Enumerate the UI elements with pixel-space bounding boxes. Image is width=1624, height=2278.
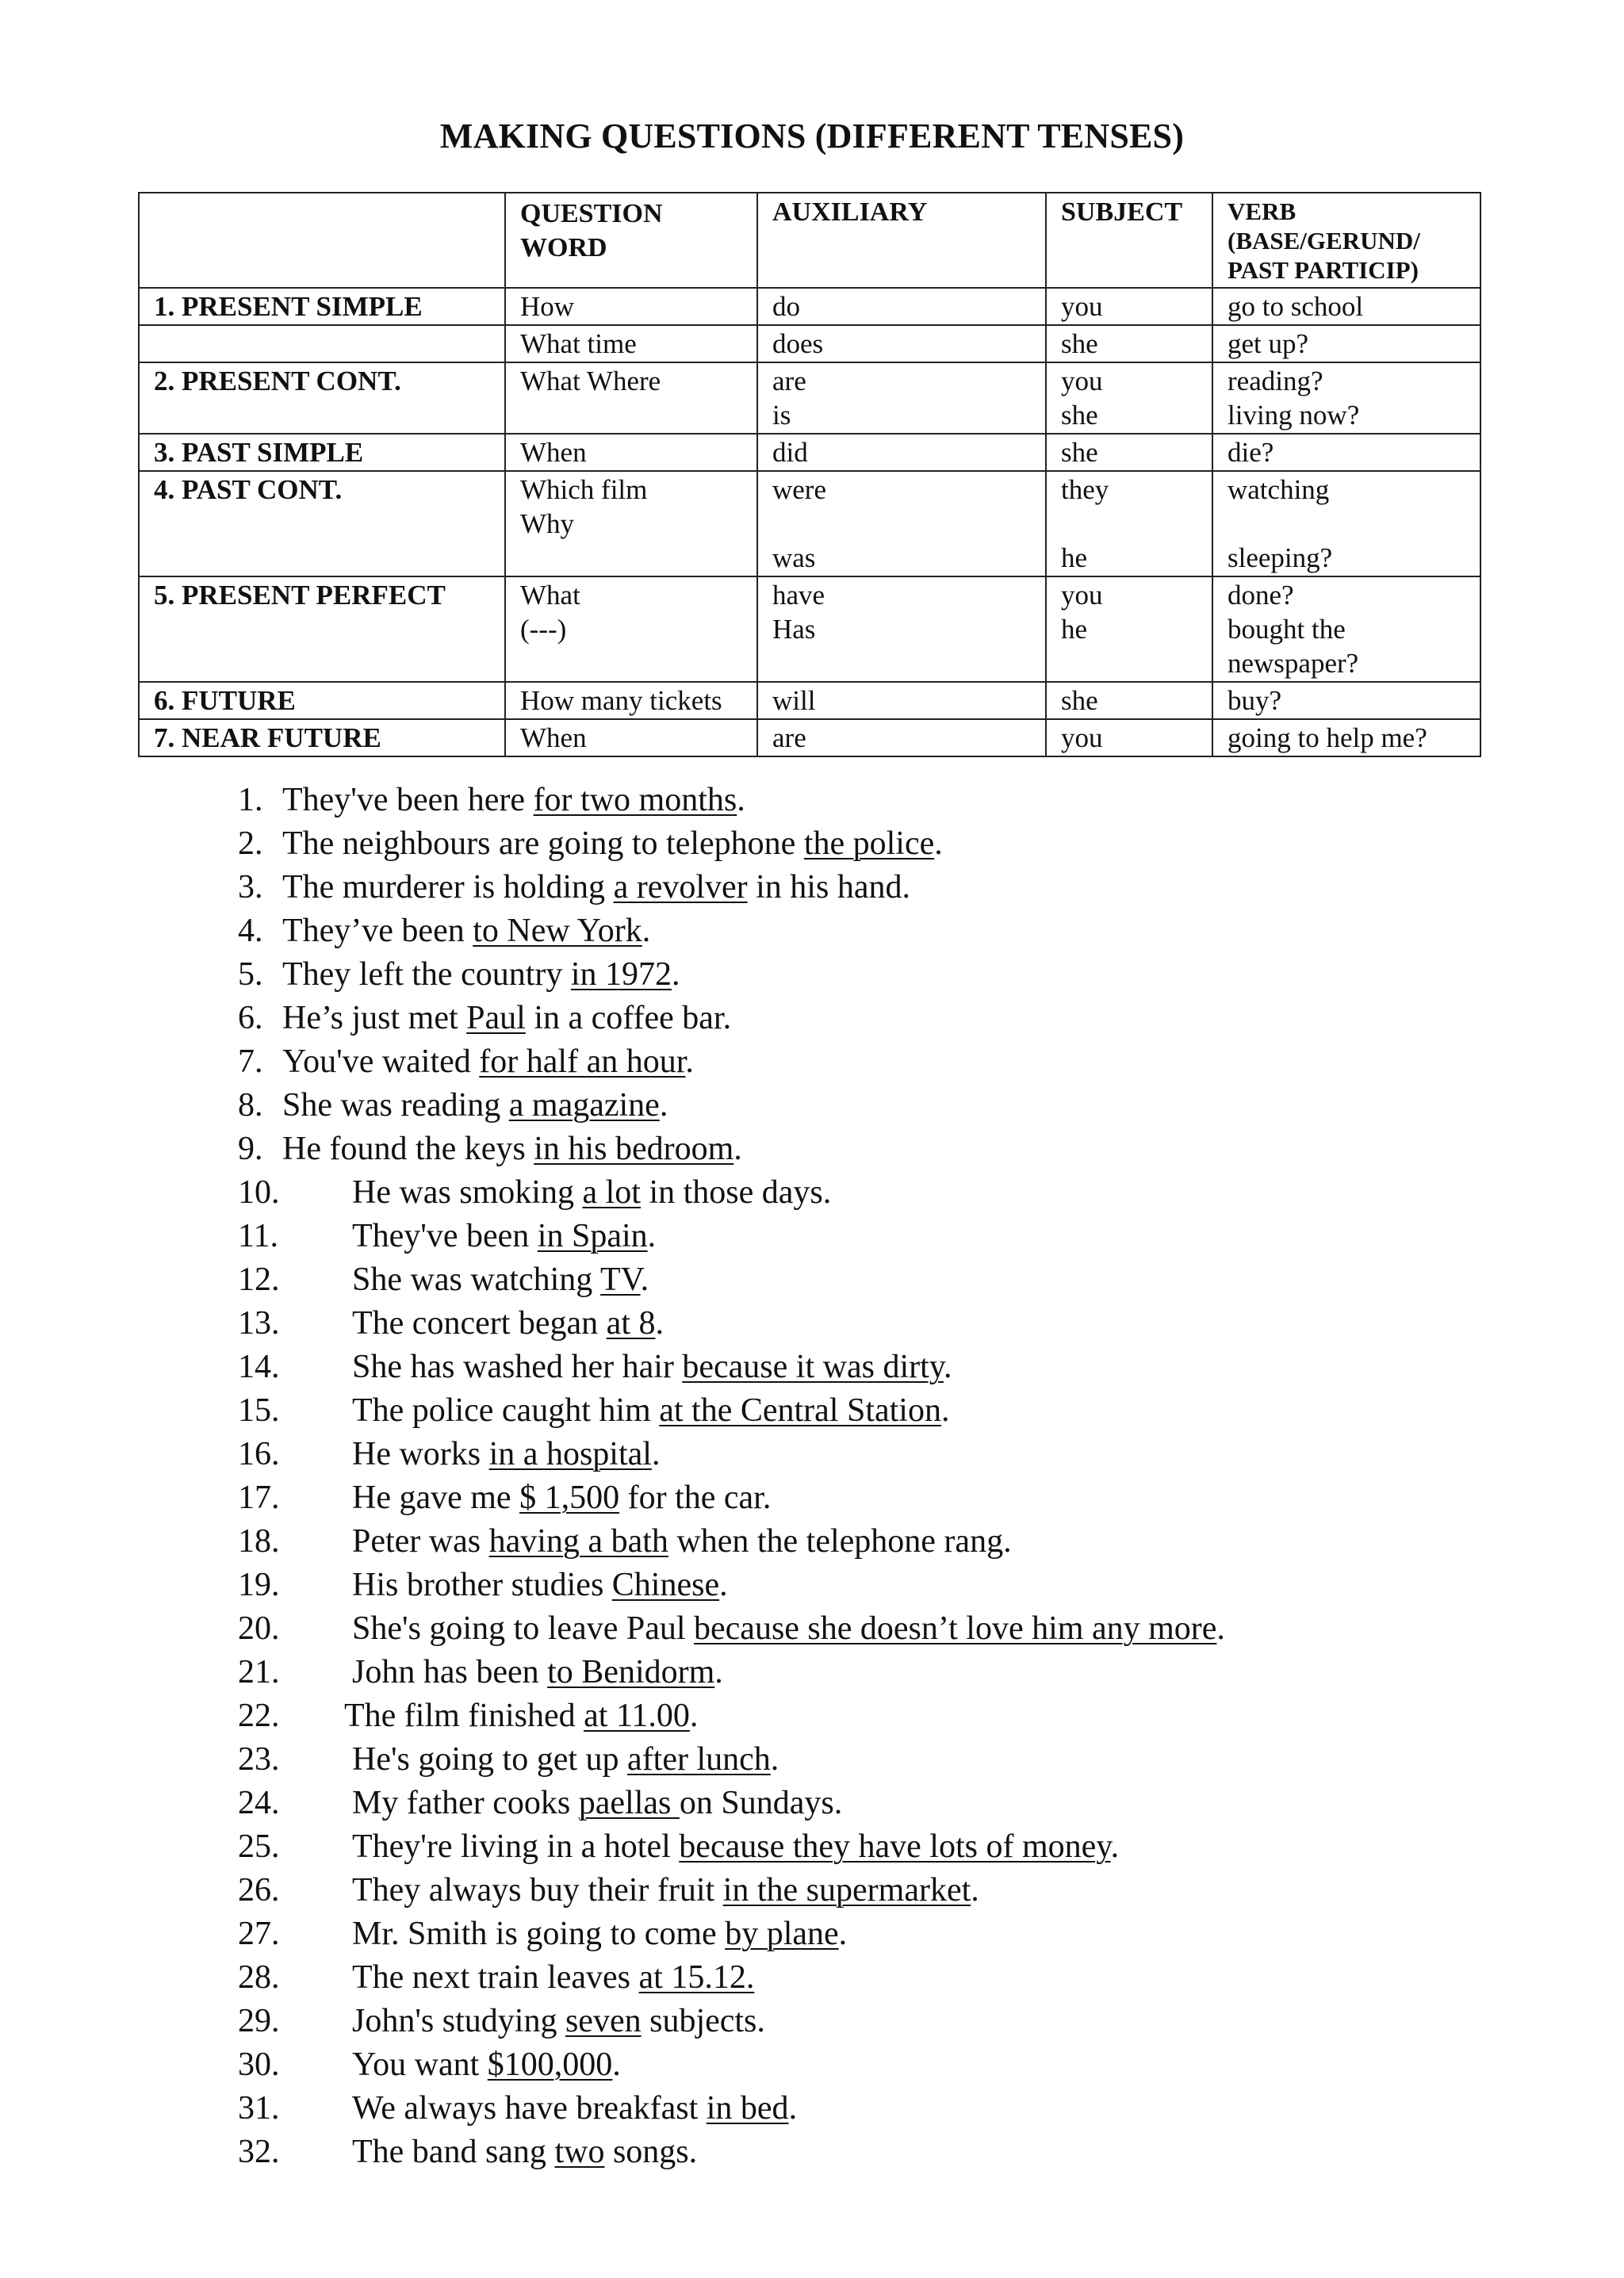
- sentence-number: 23.: [238, 1741, 280, 1778]
- sentence-text-end: subjects.: [641, 2003, 765, 2039]
- sentence-text: She's going to leave Paul: [352, 1610, 695, 1647]
- underlined-answer: a magazine: [508, 1087, 660, 1124]
- table-row: [139, 719, 1480, 756]
- sentence-text: She has washed her hair: [352, 1349, 683, 1385]
- sentence-item: [238, 1520, 1586, 1564]
- header-verb: [1212, 193, 1480, 288]
- cell-line: How: [520, 291, 575, 322]
- underlined-answer: a revolver: [613, 869, 748, 905]
- underlined-answer: the police: [803, 825, 935, 862]
- underlined-answer: two: [554, 2134, 605, 2170]
- cell-line: you: [1061, 580, 1103, 611]
- cell-line: you: [1061, 291, 1103, 322]
- question-word-cell: [505, 719, 757, 756]
- cell-line: How many tickets: [520, 685, 722, 716]
- cell-line: [520, 541, 742, 575]
- question-word-cell: [505, 434, 757, 471]
- auxiliary-cell: [757, 576, 1046, 682]
- cell-line: die?: [1228, 437, 1274, 468]
- sentence-text: We always have breakfast: [352, 2090, 707, 2127]
- sentence-text-end: .: [733, 1131, 742, 1167]
- sentence-number: 29.: [238, 2003, 280, 2039]
- underlined-answer: at 15.12.: [638, 1959, 755, 1996]
- cell-line: sleeping?: [1228, 542, 1333, 573]
- sentence-text-end: .: [934, 825, 943, 862]
- underlined-answer: at 11.00: [584, 1698, 690, 1734]
- sentence-number: 15.: [238, 1392, 280, 1429]
- auxiliary-cell: [757, 325, 1046, 362]
- sentence-number: 25.: [238, 1828, 280, 1865]
- cell-line: Which film: [520, 474, 648, 505]
- sentence-text: The concert began: [352, 1305, 607, 1342]
- sentence-number: 21.: [238, 1654, 280, 1690]
- underlined-answer: $ 1,500: [519, 1480, 620, 1516]
- subject-cell: [1046, 471, 1212, 576]
- underlined-answer: seven: [565, 2003, 642, 2039]
- sentence-number: 6.: [238, 1000, 263, 1036]
- sentence-item: [238, 1258, 1586, 1302]
- sentence-text: He was smoking: [352, 1174, 583, 1211]
- sentence-text-end: for the car.: [619, 1480, 772, 1516]
- subject-cell: [1046, 434, 1212, 471]
- cell-line: is: [772, 400, 791, 431]
- tense-cell: 6. FUTURE: [139, 682, 505, 719]
- sentence-item: [238, 1738, 1586, 1782]
- cell-line: When: [520, 437, 587, 468]
- question-word-cell: [505, 471, 757, 576]
- cell-line: does: [772, 328, 824, 359]
- underlined-answer: because it was dirty: [682, 1349, 944, 1385]
- sentence-number: 32.: [238, 2134, 280, 2170]
- sentence-item: [238, 1346, 1586, 1389]
- sentence-text: You've waited: [282, 1043, 480, 1080]
- sentence-text: John's studying: [352, 2003, 565, 2039]
- header-tense: [139, 193, 505, 288]
- header-auxiliary: [757, 193, 1046, 288]
- verb-cell: [1212, 325, 1480, 362]
- sentence-item: [238, 1476, 1586, 1520]
- sentence-text: The police caught him: [352, 1392, 660, 1429]
- table-row: [139, 434, 1480, 471]
- header-line: (BASE/GERUND/: [1228, 227, 1420, 255]
- sentence-number: 19.: [238, 1567, 280, 1603]
- sentence-number: 7.: [238, 1043, 263, 1080]
- sentence-number: 12.: [238, 1262, 280, 1298]
- cell-line: newspaper?: [1228, 648, 1359, 679]
- sentence-number: 11.: [238, 1218, 278, 1254]
- sentence-item: [238, 1564, 1586, 1607]
- underlined-answer: a lot: [582, 1174, 641, 1211]
- cell-line: done?: [1228, 580, 1294, 611]
- sentence-number: 18.: [238, 1523, 280, 1560]
- sentence-text-end: .: [655, 1305, 664, 1342]
- sentence-number: 31.: [238, 2090, 280, 2127]
- cell-line: living now?: [1228, 400, 1360, 431]
- cell-line: [772, 507, 1031, 541]
- sentence-item: [238, 779, 1586, 822]
- sentence-text: The band sang: [352, 2134, 555, 2170]
- sentence-text: The neighbours are going to telephone: [282, 825, 804, 862]
- sentence-number: 30.: [238, 2046, 280, 2083]
- sentence-item: [238, 1782, 1586, 1825]
- question-word-cell: [505, 576, 757, 682]
- sentence-number: 14.: [238, 1349, 280, 1385]
- sentence-item: [238, 953, 1586, 997]
- sentence-number: 3.: [238, 869, 263, 905]
- cell-line: (---): [520, 614, 567, 645]
- underlined-answer: because she doesn’t love him any more: [694, 1610, 1217, 1647]
- verb-cell: [1212, 434, 1480, 471]
- cell-line: she: [1061, 685, 1098, 716]
- table-header-row: [139, 193, 1480, 288]
- sentence-number: 24.: [238, 1785, 280, 1821]
- question-word-cell: [505, 325, 757, 362]
- sentence-text-end: in his hand.: [747, 869, 910, 905]
- verb-cell: [1212, 719, 1480, 756]
- sentence-item: [238, 1912, 1586, 1956]
- underlined-answer: in Spain: [537, 1218, 648, 1254]
- sentence-text: They've been: [352, 1218, 538, 1254]
- underlined-answer: TV: [600, 1262, 641, 1298]
- sentence-text: Mr. Smith is going to come: [352, 1916, 726, 1952]
- auxiliary-cell: [757, 719, 1046, 756]
- sentence-text-end: .: [940, 1392, 950, 1429]
- sentence-item: [238, 866, 1586, 909]
- sentence-text: The film finished: [344, 1698, 584, 1734]
- sentence-text: He gave me: [352, 1480, 520, 1516]
- underlined-answer: paellas: [578, 1785, 680, 1821]
- sentence-text-end: .: [689, 1698, 699, 1734]
- header-line: PAST PARTICIP): [1228, 256, 1419, 284]
- underlined-answer: to Benidorm: [547, 1654, 715, 1690]
- cell-line: Has: [772, 614, 816, 645]
- underlined-answer: Chinese: [611, 1567, 720, 1603]
- table-row: [139, 682, 1480, 719]
- header-line: VERB: [1228, 197, 1297, 225]
- sentence-text: He’s just met: [282, 1000, 467, 1036]
- sentence-item: [238, 2043, 1586, 2087]
- sentence-text: Peter was: [352, 1523, 489, 1560]
- underlined-answer: for two months: [533, 782, 737, 818]
- sentence-text: The murderer is holding: [282, 869, 614, 905]
- cell-line: What Where: [520, 366, 661, 396]
- table-row: [139, 471, 1480, 576]
- question-word-cell: [505, 362, 757, 434]
- cell-line: you: [1061, 366, 1103, 396]
- table-row: [139, 325, 1480, 362]
- cell-line: he: [1061, 542, 1088, 573]
- cell-line: What time: [520, 328, 637, 359]
- sentence-item: [238, 1128, 1586, 1171]
- sentence-item: [238, 2131, 1586, 2174]
- sentence-text: She was watching: [352, 1262, 601, 1298]
- cell-line: have: [772, 580, 825, 611]
- cell-line: are: [772, 722, 806, 753]
- subject-cell: [1046, 719, 1212, 756]
- sentence-text-end: .: [719, 1567, 728, 1603]
- sentence-number: 9.: [238, 1131, 263, 1167]
- sentence-number: 8.: [238, 1087, 263, 1124]
- underlined-answer: at the Central Station: [659, 1392, 941, 1429]
- subject-cell: [1046, 288, 1212, 325]
- sentence-list: [238, 779, 1586, 2174]
- sentence-item: [238, 1956, 1586, 2000]
- sentence-text-end: .: [1110, 1828, 1120, 1865]
- cell-line: are: [772, 366, 806, 396]
- sentence-item: [238, 1040, 1586, 1084]
- sentence-number: 10.: [238, 1174, 280, 1211]
- header-line: WORD: [520, 233, 607, 262]
- sentence-text-end: in those days.: [640, 1174, 832, 1211]
- underlined-answer: after lunch: [627, 1741, 771, 1778]
- underlined-answer: at 8: [606, 1305, 656, 1342]
- cell-line: do: [772, 291, 800, 322]
- sentence-number: 2.: [238, 825, 263, 862]
- underlined-answer: Paul: [466, 1000, 526, 1036]
- sentence-text-end: .: [672, 956, 680, 993]
- verb-cell: [1212, 471, 1480, 576]
- tense-cell: 7. NEAR FUTURE: [139, 719, 505, 756]
- sentence-number: 20.: [238, 1610, 280, 1647]
- sentence-number: 27.: [238, 1916, 280, 1952]
- sentence-text: They left the country: [282, 956, 571, 993]
- auxiliary-cell: [757, 434, 1046, 471]
- sentence-item: [238, 1171, 1586, 1215]
- sentence-item: [238, 909, 1586, 953]
- underlined-answer: in his bedroom: [534, 1131, 734, 1167]
- tense-cell: 5. PRESENT PERFECT: [139, 576, 505, 682]
- cell-line: buy?: [1228, 685, 1282, 716]
- sentence-text: He works: [352, 1436, 489, 1472]
- sentence-number: 1.: [238, 782, 263, 818]
- sentence-text: They always buy their fruit: [352, 1872, 723, 1909]
- table-row: [139, 288, 1480, 325]
- cell-line: she: [1061, 437, 1098, 468]
- sentence-text: They're living in a hotel: [352, 1828, 680, 1865]
- sentence-text-end: .: [612, 2046, 621, 2083]
- question-word-cell: [505, 682, 757, 719]
- sentence-item: [238, 2000, 1586, 2043]
- sentence-item: [238, 1607, 1586, 1651]
- sentence-text-end: .: [714, 1654, 723, 1690]
- tense-cell: 2. PRESENT CONT.: [139, 362, 505, 434]
- cell-line: reading?: [1228, 366, 1323, 396]
- cell-line: watching: [1228, 474, 1330, 505]
- sentence-item: [238, 997, 1586, 1040]
- tense-cell: 3. PAST SIMPLE: [139, 434, 505, 471]
- sentence-number: 4.: [238, 913, 263, 949]
- sentence-item: [238, 1433, 1586, 1476]
- sentence-text-end: .: [1216, 1610, 1225, 1647]
- cell-line: were: [772, 474, 827, 505]
- sentence-number: 22.: [238, 1698, 280, 1734]
- sentence-text: My father cooks: [352, 1785, 579, 1821]
- sentence-text-end: .: [838, 1916, 848, 1952]
- sentence-item: [238, 1302, 1586, 1346]
- verb-cell: [1212, 576, 1480, 682]
- tenses-table: [138, 192, 1481, 757]
- sentence-number: 28.: [238, 1959, 280, 1996]
- sentence-text: John has been: [352, 1654, 548, 1690]
- auxiliary-cell: [757, 471, 1046, 576]
- cell-line: go to school: [1228, 291, 1364, 322]
- sentence-text: They’ve been: [282, 913, 473, 949]
- sentence-text-end: .: [685, 1043, 694, 1080]
- auxiliary-cell: [757, 288, 1046, 325]
- sentence-text-end: .: [770, 1741, 779, 1778]
- sentence-text-end: when the telephone rang.: [668, 1523, 1012, 1560]
- cell-line: will: [772, 685, 816, 716]
- cell-line: was: [772, 542, 816, 573]
- sentence-text-end: .: [651, 1436, 661, 1472]
- sentence-item: [238, 1694, 1586, 1738]
- underlined-answer: for half an hour: [479, 1043, 686, 1080]
- sentence-text-end: .: [647, 1218, 657, 1254]
- table-row: [139, 362, 1480, 434]
- sentence-text-end: .: [971, 1872, 979, 1909]
- sentence-number: 16.: [238, 1436, 280, 1472]
- cell-line: [1061, 507, 1197, 541]
- sentence-text-end: .: [642, 913, 651, 949]
- cell-line: bought the: [1228, 614, 1346, 645]
- sentence-text-end: .: [659, 1087, 668, 1124]
- subject-cell: [1046, 325, 1212, 362]
- sentence-item: [238, 822, 1586, 866]
- tense-cell: 1. PRESENT SIMPLE: [139, 288, 505, 325]
- verb-cell: [1212, 288, 1480, 325]
- sentence-text: He's going to get up: [352, 1741, 628, 1778]
- sentence-text: His brother studies: [352, 1567, 612, 1603]
- subject-cell: [1046, 576, 1212, 682]
- underlined-answer: $100,000: [487, 2046, 613, 2083]
- header-line: AUXILIARY: [772, 197, 928, 227]
- underlined-answer: in the supermarket: [722, 1872, 971, 1909]
- auxiliary-cell: [757, 362, 1046, 434]
- underlined-answer: because they have lots of money: [679, 1828, 1111, 1865]
- underlined-answer: in 1972: [570, 956, 672, 993]
- tense-cell: 4. PAST CONT.: [139, 471, 505, 576]
- sentence-text-end: on Sundays.: [679, 1785, 843, 1821]
- header-subject: [1046, 193, 1212, 288]
- sentence-text: They've been here: [282, 782, 534, 818]
- cell-line: did: [772, 437, 808, 468]
- sentence-item: [238, 1215, 1586, 1258]
- header-line: SUBJECT: [1061, 197, 1183, 227]
- sentence-text: You want: [352, 2046, 488, 2083]
- cell-line: he: [1061, 614, 1088, 645]
- sentence-text-end: songs.: [604, 2134, 698, 2170]
- sentence-text-end: .: [640, 1262, 649, 1298]
- verb-cell: [1212, 362, 1480, 434]
- sentence-item: [238, 1869, 1586, 1912]
- cell-line: What: [520, 580, 580, 611]
- cell-line: she: [1061, 328, 1098, 359]
- sentence-number: 13.: [238, 1305, 280, 1342]
- verb-cell: [1212, 682, 1480, 719]
- cell-line: they: [1061, 474, 1109, 505]
- table-row: [139, 576, 1480, 682]
- cell-line: going to help me?: [1228, 722, 1427, 753]
- sentence-item: [238, 2087, 1586, 2131]
- sentence-text-end: .: [944, 1349, 952, 1385]
- header-question-word: [505, 193, 757, 288]
- cell-line: she: [1061, 400, 1098, 431]
- sentence-item: [238, 1084, 1586, 1128]
- sentence-item: [238, 1389, 1586, 1433]
- sentence-text: He found the keys: [282, 1131, 534, 1167]
- sentence-text: The next train leaves: [352, 1959, 639, 1996]
- auxiliary-cell: [757, 682, 1046, 719]
- subject-cell: [1046, 682, 1212, 719]
- sentence-text-end: in a coffee bar.: [525, 1000, 732, 1036]
- underlined-answer: in bed: [706, 2090, 789, 2127]
- sentence-item: [238, 1825, 1586, 1869]
- cell-line: [1228, 507, 1465, 541]
- page-title: MAKING QUESTIONS (DIFFERENT TENSES): [439, 117, 1185, 155]
- cell-line: When: [520, 722, 587, 753]
- sentence-item: [238, 1651, 1586, 1694]
- sentence-text: She was reading: [282, 1087, 509, 1124]
- underlined-answer: in a hospital: [488, 1436, 652, 1472]
- underlined-answer: having a bath: [488, 1523, 668, 1560]
- cell-line: get up?: [1228, 328, 1309, 359]
- underlined-answer: by plane: [725, 1916, 839, 1952]
- underlined-answer: to New York: [473, 913, 642, 949]
- cell-line: Why: [520, 508, 575, 539]
- question-word-cell: [505, 288, 757, 325]
- sentence-number: 5.: [238, 956, 263, 993]
- sentence-text-end: .: [788, 2090, 798, 2127]
- header-line: QUESTION: [520, 199, 663, 228]
- sentence-number: 26.: [238, 1872, 280, 1909]
- cell-line: you: [1061, 722, 1103, 753]
- sentence-text-end: .: [737, 782, 745, 818]
- subject-cell: [1046, 362, 1212, 434]
- sentence-number: 17.: [238, 1480, 280, 1516]
- tense-cell: [139, 325, 505, 362]
